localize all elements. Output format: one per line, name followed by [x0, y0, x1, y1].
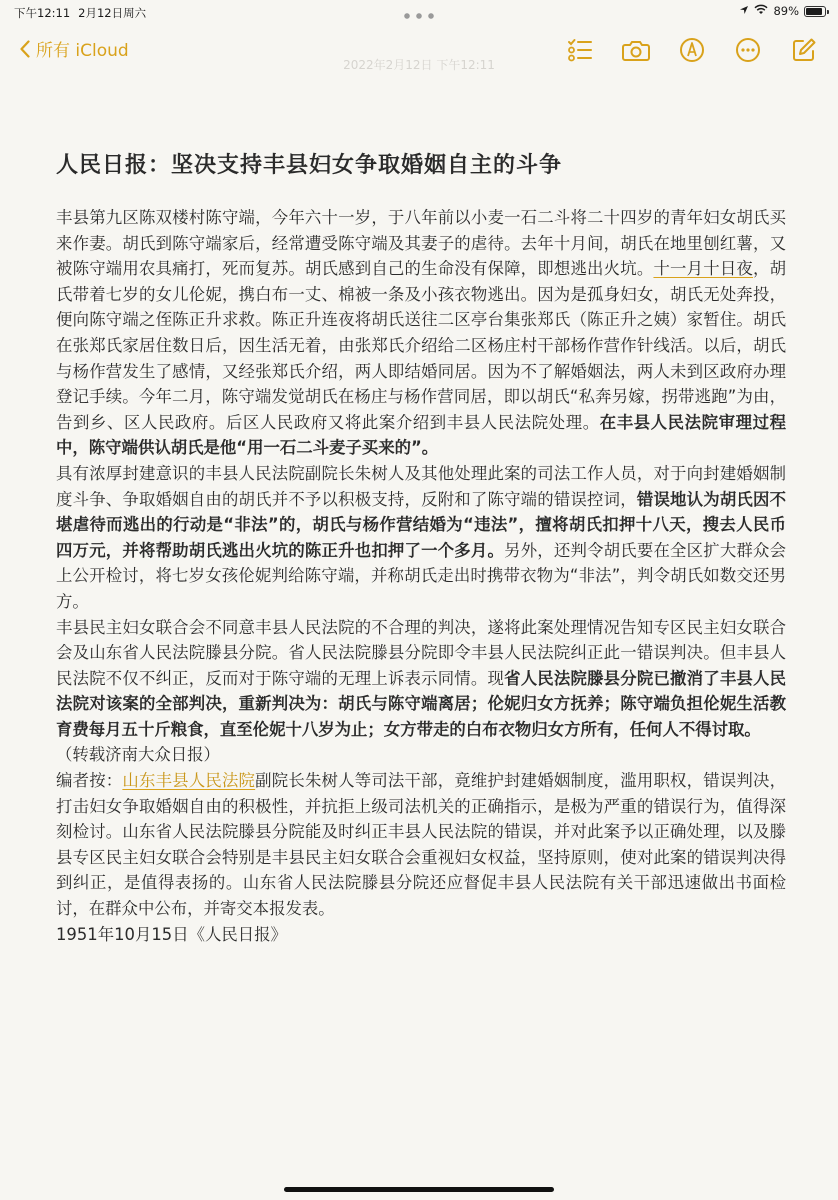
battery-fill: [806, 8, 822, 15]
p3-bold: 省人民法院滕县分院已撤消了丰县人民法院对该案的全部判决，重新判决为：胡氏与陈守端离居；伦妮归女方抚养；陈守端负担伦妮生活教育费每月五十斤粮食，直至伦妮十八岁为止；女方带走的白布衣物归女方所有，任何人不得讨取。: [56, 668, 787, 739]
paragraph-editor-note: [56, 768, 786, 922]
p1-bold: 在丰县人民法院审理过程中，陈守端供认胡氏是他“用一石二斗麦子买来的”。: [56, 412, 787, 458]
status-bar: [0, 0, 838, 24]
p2-text-a: 具有浓厚封建意识的丰县人民法院副院长朱树人及其他处理此案的司法工作人员，对于向封建婚姻制度斗争、争取婚姻自由的胡氏并不予以积极支持，反附和了陈守端的错误控词，: [56, 463, 786, 509]
p5-text-b: 副院长朱树人等司法干部，竟维护封建婚姻制度，滥用职权，错误判决，打击妇女争取婚姻自由的积极性，并抗拒上级司法机关的正确指示，是极为严重的错误行为，值得深刻检讨。山东省人民法院滕县分院能及时纠正丰县人民法院的错误，并对此案予以正确处理，以及滕县专区民主妇女联合会特别是丰县民主妇女联合会重视妇女权益，坚持原则，使对此案的错误判决得到纠正，是值得表扬的。山东省人民法院滕县分院还应督促丰县人民法院有关干部迅速做出书面检讨，在群众中公布，并寄交本报发表。: [56, 771, 787, 919]
p5-text-a: 编者按：: [56, 771, 123, 791]
p3-text-a: 丰县民主妇女联合会不同意丰县人民法院的不合理的判决，遂将此案处理情况告知专区民主妇女联合会及山东省人民法院滕县分院。省人民法院滕县分院即令丰县人民法院纠正此一错误判决。但丰县人民法院不仅不纠正，反而对于陈守端的无理上诉表示同情。现: [56, 617, 786, 688]
paragraph-source: （转载济南大众日报）: [56, 745, 220, 765]
paragraph-1: [56, 205, 786, 461]
status-right: [739, 4, 826, 18]
paragraph-3: [56, 615, 786, 743]
date-link[interactable]: 十一月十日夜: [653, 259, 754, 279]
p1-text-a: 丰县第九区陈双楼村陈守端，今年六十一岁，于八年前以小麦一石二斗将二十四岁的青年妇女胡氏买来作妻。胡氏到陈守端家后，经常遭受陈守端及其妻子的虐待。去年十月间，胡氏在地里刨红薯，又被陈守端用农具痛打，死而复苏。胡氏感到自己的生命没有保障，即想逃出火坑。: [56, 208, 786, 279]
p2-text-b: 另外，还判令胡氏要在全区扩大群众会上公开检讨，将七岁女孩伦妮判给陈守端，并称胡氏走出时携带衣物为“非法”，判令胡氏如数交还男方。: [56, 540, 787, 611]
status-time: 下午12:11: [14, 6, 71, 20]
multitasking-icon[interactable]: [401, 13, 437, 19]
paragraph-date-source: 1951年10月15日《人民日报》: [56, 924, 287, 944]
battery-icon: [804, 6, 826, 17]
chevron-left-icon: [20, 40, 30, 58]
note-date-faint: 2022年2月12日 下午12:11: [343, 58, 495, 72]
paragraph-2: [56, 461, 786, 615]
back-label: 所有 iCloud: [36, 41, 129, 61]
court-link[interactable]: 山东丰县人民法院: [122, 771, 256, 791]
location-icon: [739, 4, 749, 18]
battery-percent: 89%: [773, 4, 799, 18]
p1-text-b: ，胡氏带着七岁的女儿伦妮，携白布一丈、棉被一条及小孩衣物逃出。因为是孤身妇女，胡氏无处奔投，便向陈守端之侄陈正升求救。陈正升连夜将胡氏送往二区亭台集张郑氏（陈正升之姨）家暂住。胡氏在张郑氏家居住数日后，因生活无着，由张郑氏介绍给二区杨庄村干部杨作营作针线活。以后，胡氏与杨作营发生了感情，又经张郑氏介绍，两人即结婚同居。因为不了解婚姻法，两人未到区政府办理登记手续。今年二月，陈守端发觉胡氏在杨庄与杨作营同居，即以胡氏“私奔另嫁，拐带逃跑”为由，告到乡、区人民政府。后区人民政府又将此案介绍到丰县人民法院处理。: [56, 259, 787, 432]
wifi-icon: [754, 4, 768, 18]
note-title: 人民日报：坚决支持丰县妇女争取婚姻自主的斗争: [56, 153, 563, 178]
multitask-dots: [0, 8, 838, 22]
p2-bold: 错误地认为胡氏因不堪虐待而逃出的行动是“非法”的，胡氏与杨作营结婚为“违法”，擅将胡氏扣押十八天，搜去人民币四万元，并将帮助胡氏逃出火坑的陈正升也扣押了一个多月。: [56, 489, 786, 560]
home-indicator[interactable]: [284, 1187, 554, 1192]
status-date: 2月12日周六: [78, 6, 147, 20]
note-body[interactable]: [56, 148, 786, 947]
